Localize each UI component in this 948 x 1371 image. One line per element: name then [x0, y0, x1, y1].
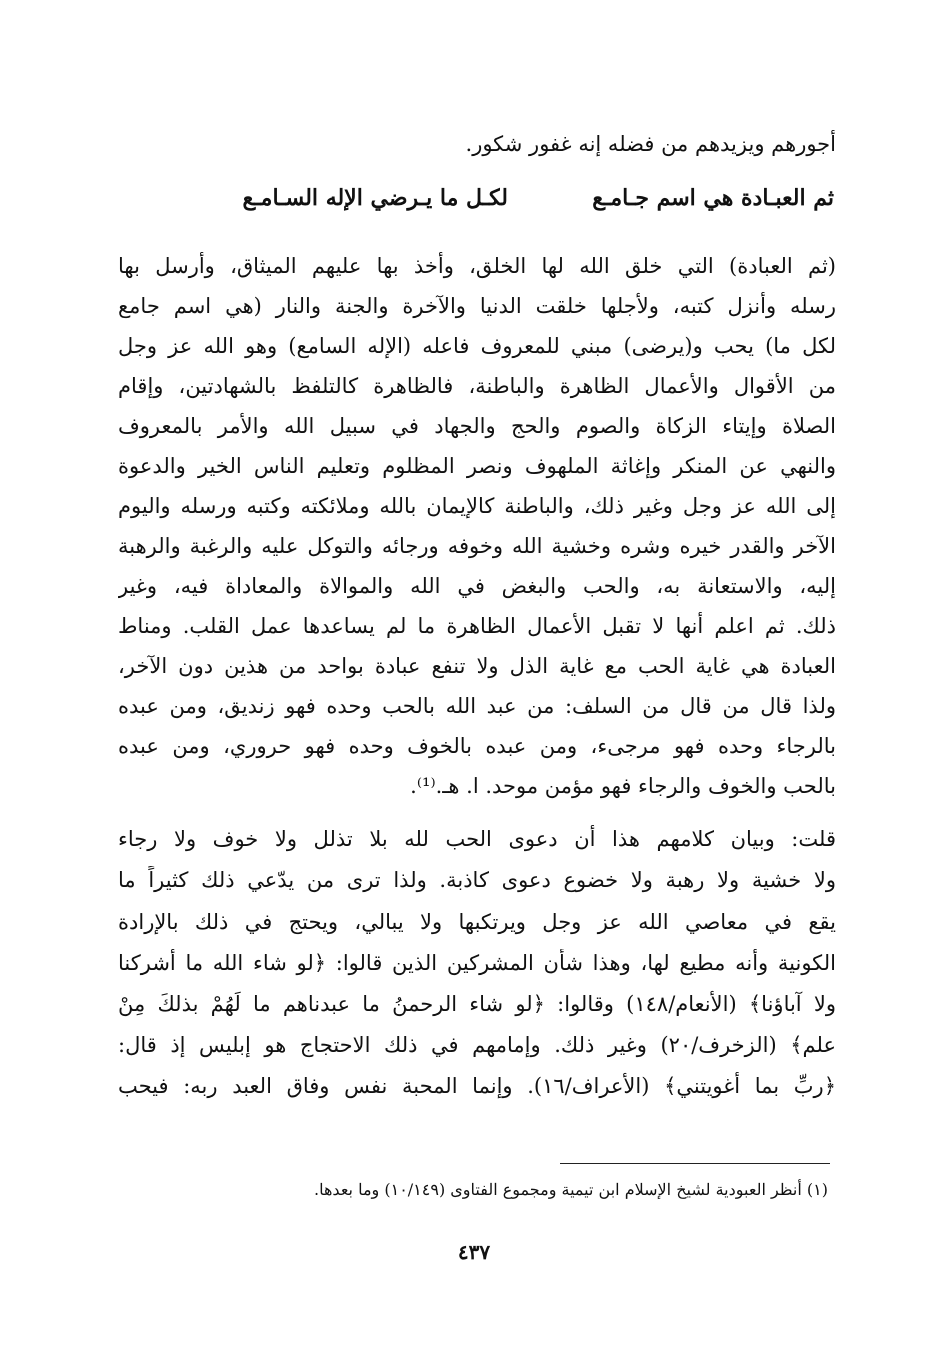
text-line: رسله وأنزل كتبه، ولأجلها خلقت الدنيا والآخرة والجنة والنار (هي اسم جامع — [118, 294, 836, 318]
text-line: والنهي عن المنكر وإغاثة الملهوف ونصر المظلوم وتعليم الناس الخير والدعوة — [118, 454, 836, 478]
text-line: بالحب والخوف والرجاء فهو مؤمن موحد. ا. هـ.⁽¹⁾. — [410, 774, 836, 798]
text-line: بالرجاء وحده فهو مرجىء، ومن عبده بالخوف وحده فهو حروري، ومن عبده — [118, 734, 836, 758]
verse-first-hemistich: ثم العبـادة هي اسم جـامـع — [592, 185, 834, 211]
text-line: ولا خشية ولا رهبة ولا خضوع دعوى كاذبة. ولذا ترى من يدّعي ذلك كثيراً ما — [118, 868, 836, 892]
verse-second-hemistich: لكـل ما يـرضي الإله السـامـع — [242, 185, 508, 211]
text-line: ذلك. ثم اعلم أنها لا تقبل الأعمال الظاهرة ما لم يساعدها عمل القلب. ومناط — [118, 614, 836, 638]
footnote: (١) أنظر العبودية لشيخ الإسلام ابن تيمية ومجموع الفتاوى (١٠/١٤٩) وما بعدها. — [314, 1180, 828, 1199]
footnote-divider — [560, 1163, 830, 1164]
text-line: علم﴾ (الزخرف/٢٠) وغير ذلك. وإمامهم في ذلك الاحتجاج هو إبليس إذ قال: — [118, 1033, 836, 1057]
text-line: قلت: وبيان كلامهم هذا أن دعوى الحب لله بلا تذلل ولا خوف ولا رجاء — [118, 827, 836, 851]
continuation-line: أجورهم ويزيدهم من فضله إنه غفور شكور. — [465, 132, 836, 156]
text-line: (ثم العبادة) التي خلق الله لها الخلق، وأخذ بها عليهم الميثاق، وأرسل بها — [118, 254, 836, 278]
text-line: ﴿ربِّ بما أغويتني﴾ (الأعراف/١٦). وإنما المحبة نفس وفاق العبد ربه: فيحب — [118, 1074, 836, 1098]
text-line: إلى الله عز وجل وغير ذلك، والباطنة كالإيمان بالله وملائكته وكتبه ورسله واليوم — [118, 494, 836, 518]
text-line: يقع في معاصي الله عز وجل ويرتكبها ولا يبالي، ويحتج في ذلك بالإرادة — [118, 910, 836, 934]
text-line: إليه، والاستعانة به، والحب والبغض في الله والموالاة والمعاداة فيه، وغير — [118, 574, 836, 598]
text-line: لكل ما) يحب و(يرضى) مبني للمعروف فاعله (الإله السامع) وهو الله عز وجل — [118, 334, 836, 358]
text-line: ولذا قال من قال من السلف: من عبد الله بالحب وحده فهو زنديق، ومن عبده — [118, 694, 836, 718]
text-line: الكونية وأنه مطيع لها، وهذا شأن المشركين الذين قالوا: ﴿لو شاء الله ما أشركنا — [118, 951, 836, 975]
text-line: من الأقوال والأعمال الظاهرة والباطنة، فالظاهرة كالتلفظ بالشهادتين، وإقام — [118, 374, 836, 398]
text-line: العبادة هي غاية الحب مع غاية الذل ولا تنفع عبادة بواحد من هذين دون الآخر، — [118, 654, 836, 678]
text-line: ولا آباؤنا﴾ (الأنعام/١٤٨) وقالوا: ﴿لو شاء الرحمنُ ما عبدناهم ما لَهُمْ بذلكَ مِنْ — [118, 992, 836, 1016]
text-line: الآخر والقدر خيره وشره وخشية الله وخوفه ورجائه والتوكل عليه والرغبة والرهبة — [118, 534, 836, 558]
page-number: ٤٣٧ — [457, 1240, 491, 1264]
text-line: الصلاة وإيتاء الزكاة والصوم والحج والجهاد في سبيل الله والأمر بالمعروف — [118, 414, 836, 438]
